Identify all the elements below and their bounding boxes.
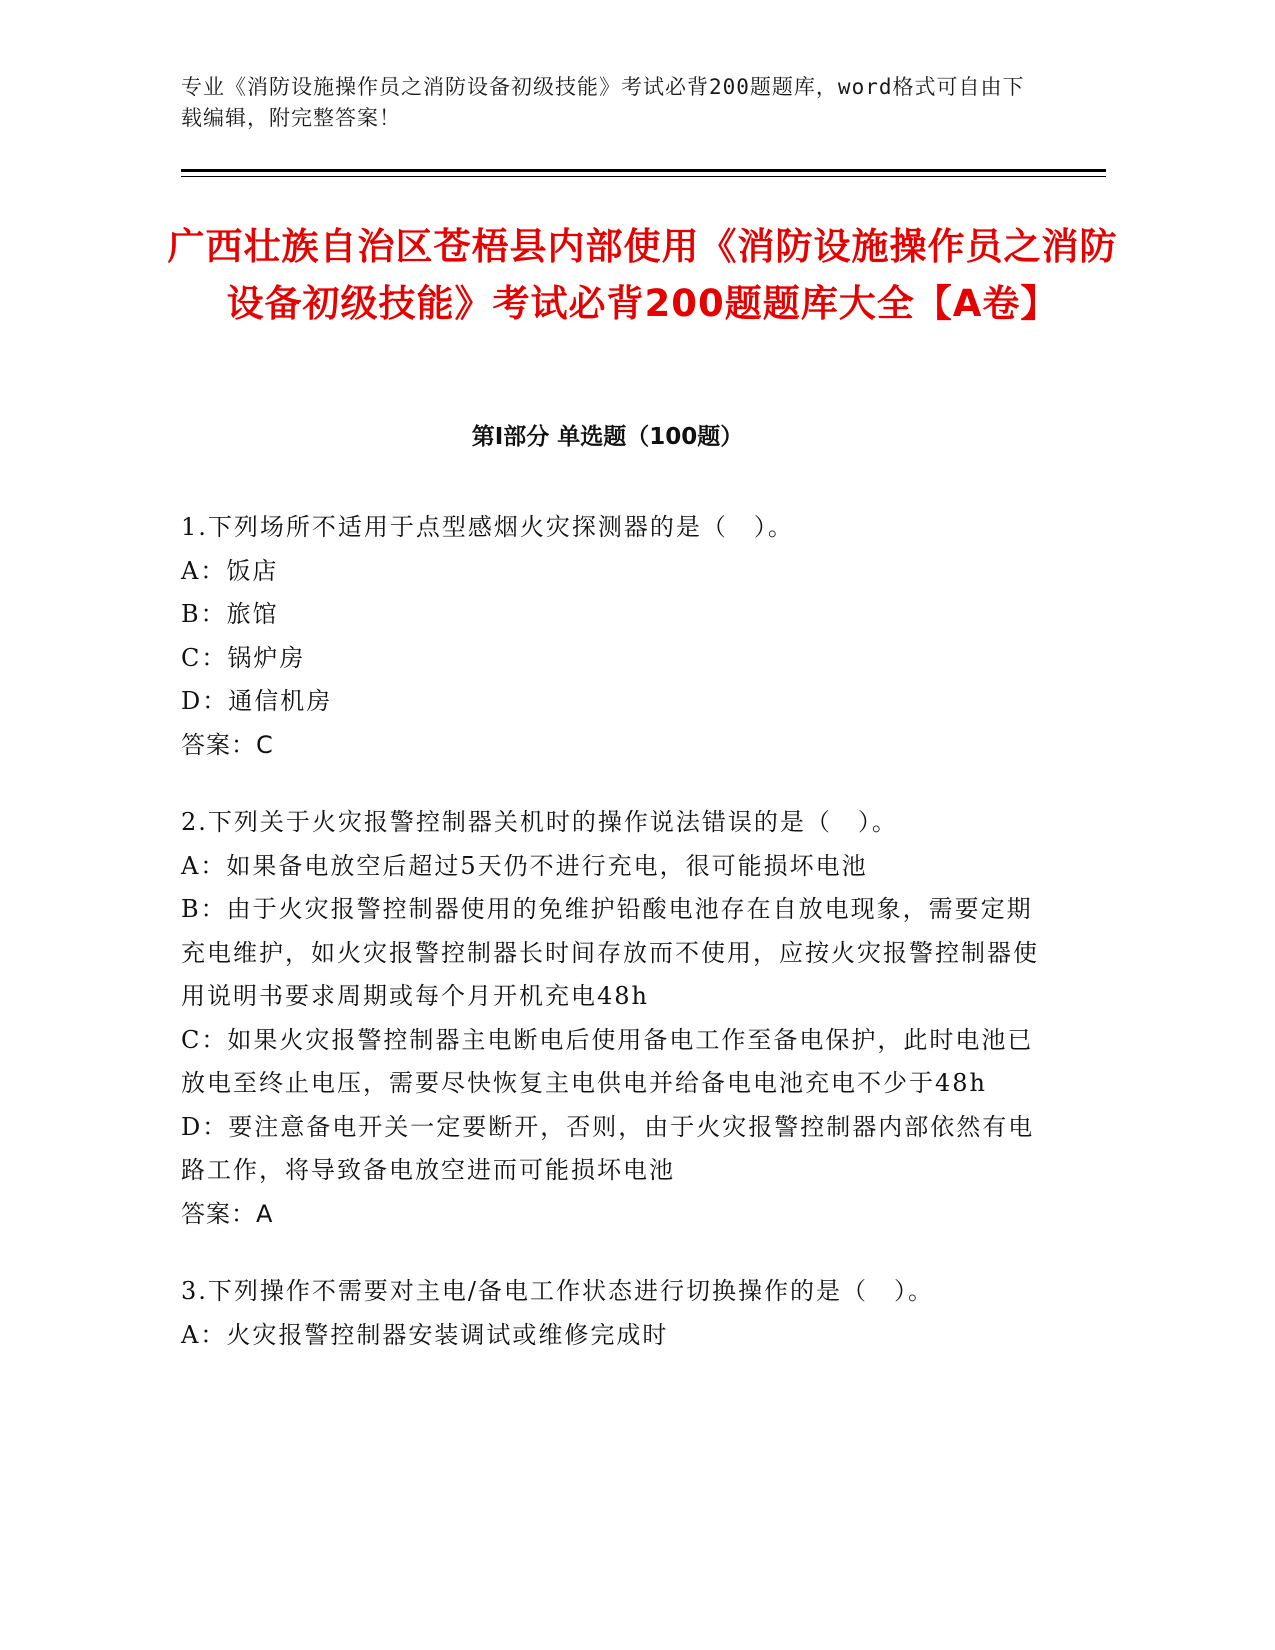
header-rule-thick <box>181 169 1106 172</box>
section-title: 第Ⅰ部分 单选题（100题） <box>471 424 744 450</box>
question-stem: 2.下列关于火灾报警控制器关机时的操作说法错误的是（ ）。 <box>181 808 898 836</box>
option-b: B：由于火灾报警控制器使用的免维护铅酸电池存在自放电现象，需要定期充电维护，如火灾报警控制器长时间存放而不使用，应按火灾报警控制器使用说明书要求周期或每个月开机充电48h <box>181 895 1039 1010</box>
option-a: A：火灾报警控制器安装调试或维修完成时 <box>181 1320 669 1349</box>
option-a: A：饭店 <box>181 556 279 585</box>
answer: 答案：A <box>181 1199 274 1228</box>
header-note: 专业《消防设施操作员之消防设备初级技能》考试必背200题题库，word格式可自由下载编辑，附完整答案！ <box>181 75 1025 130</box>
option-b: B：旅馆 <box>181 600 279 628</box>
option-c: C：锅炉房 <box>181 643 306 672</box>
option-a: A：如果备电放空后超过5天仍不进行充电，很可能损坏电池 <box>181 851 868 880</box>
header-rule-thin <box>181 176 1106 177</box>
question-3 <box>181 1270 1041 1357</box>
question-1 <box>181 506 1041 767</box>
question-list <box>181 506 1041 1391</box>
answer: 答案：C <box>181 730 274 759</box>
document-title: 广西壮族自治区苍梧县内部使用《消防设施操作员之消防设备初级技能》考试必背200题题库大全【A卷】 <box>167 225 1118 325</box>
option-d: D：通信机房 <box>181 687 333 715</box>
question-stem: 1.下列场所不适用于点型感烟火灾探测器的是（ ）。 <box>181 513 794 541</box>
option-c: C：如果火灾报警控制器主电断电后使用备电工作至备电保护，此时电池已放电至终止电压，需要尽快恢复主电供电并给备电电池充电不少于48h <box>181 1025 1034 1097</box>
question-stem: 3.下列操作不需要对主电/备电工作状态进行切换操作的是（ ）。 <box>181 1277 934 1305</box>
option-d: D：要注意备电开关一定要断开，否则，由于火灾报警控制器内部依然有电路工作，将导致备电放空进而可能损坏电池 <box>181 1112 1035 1184</box>
question-2 <box>181 801 1041 1236</box>
